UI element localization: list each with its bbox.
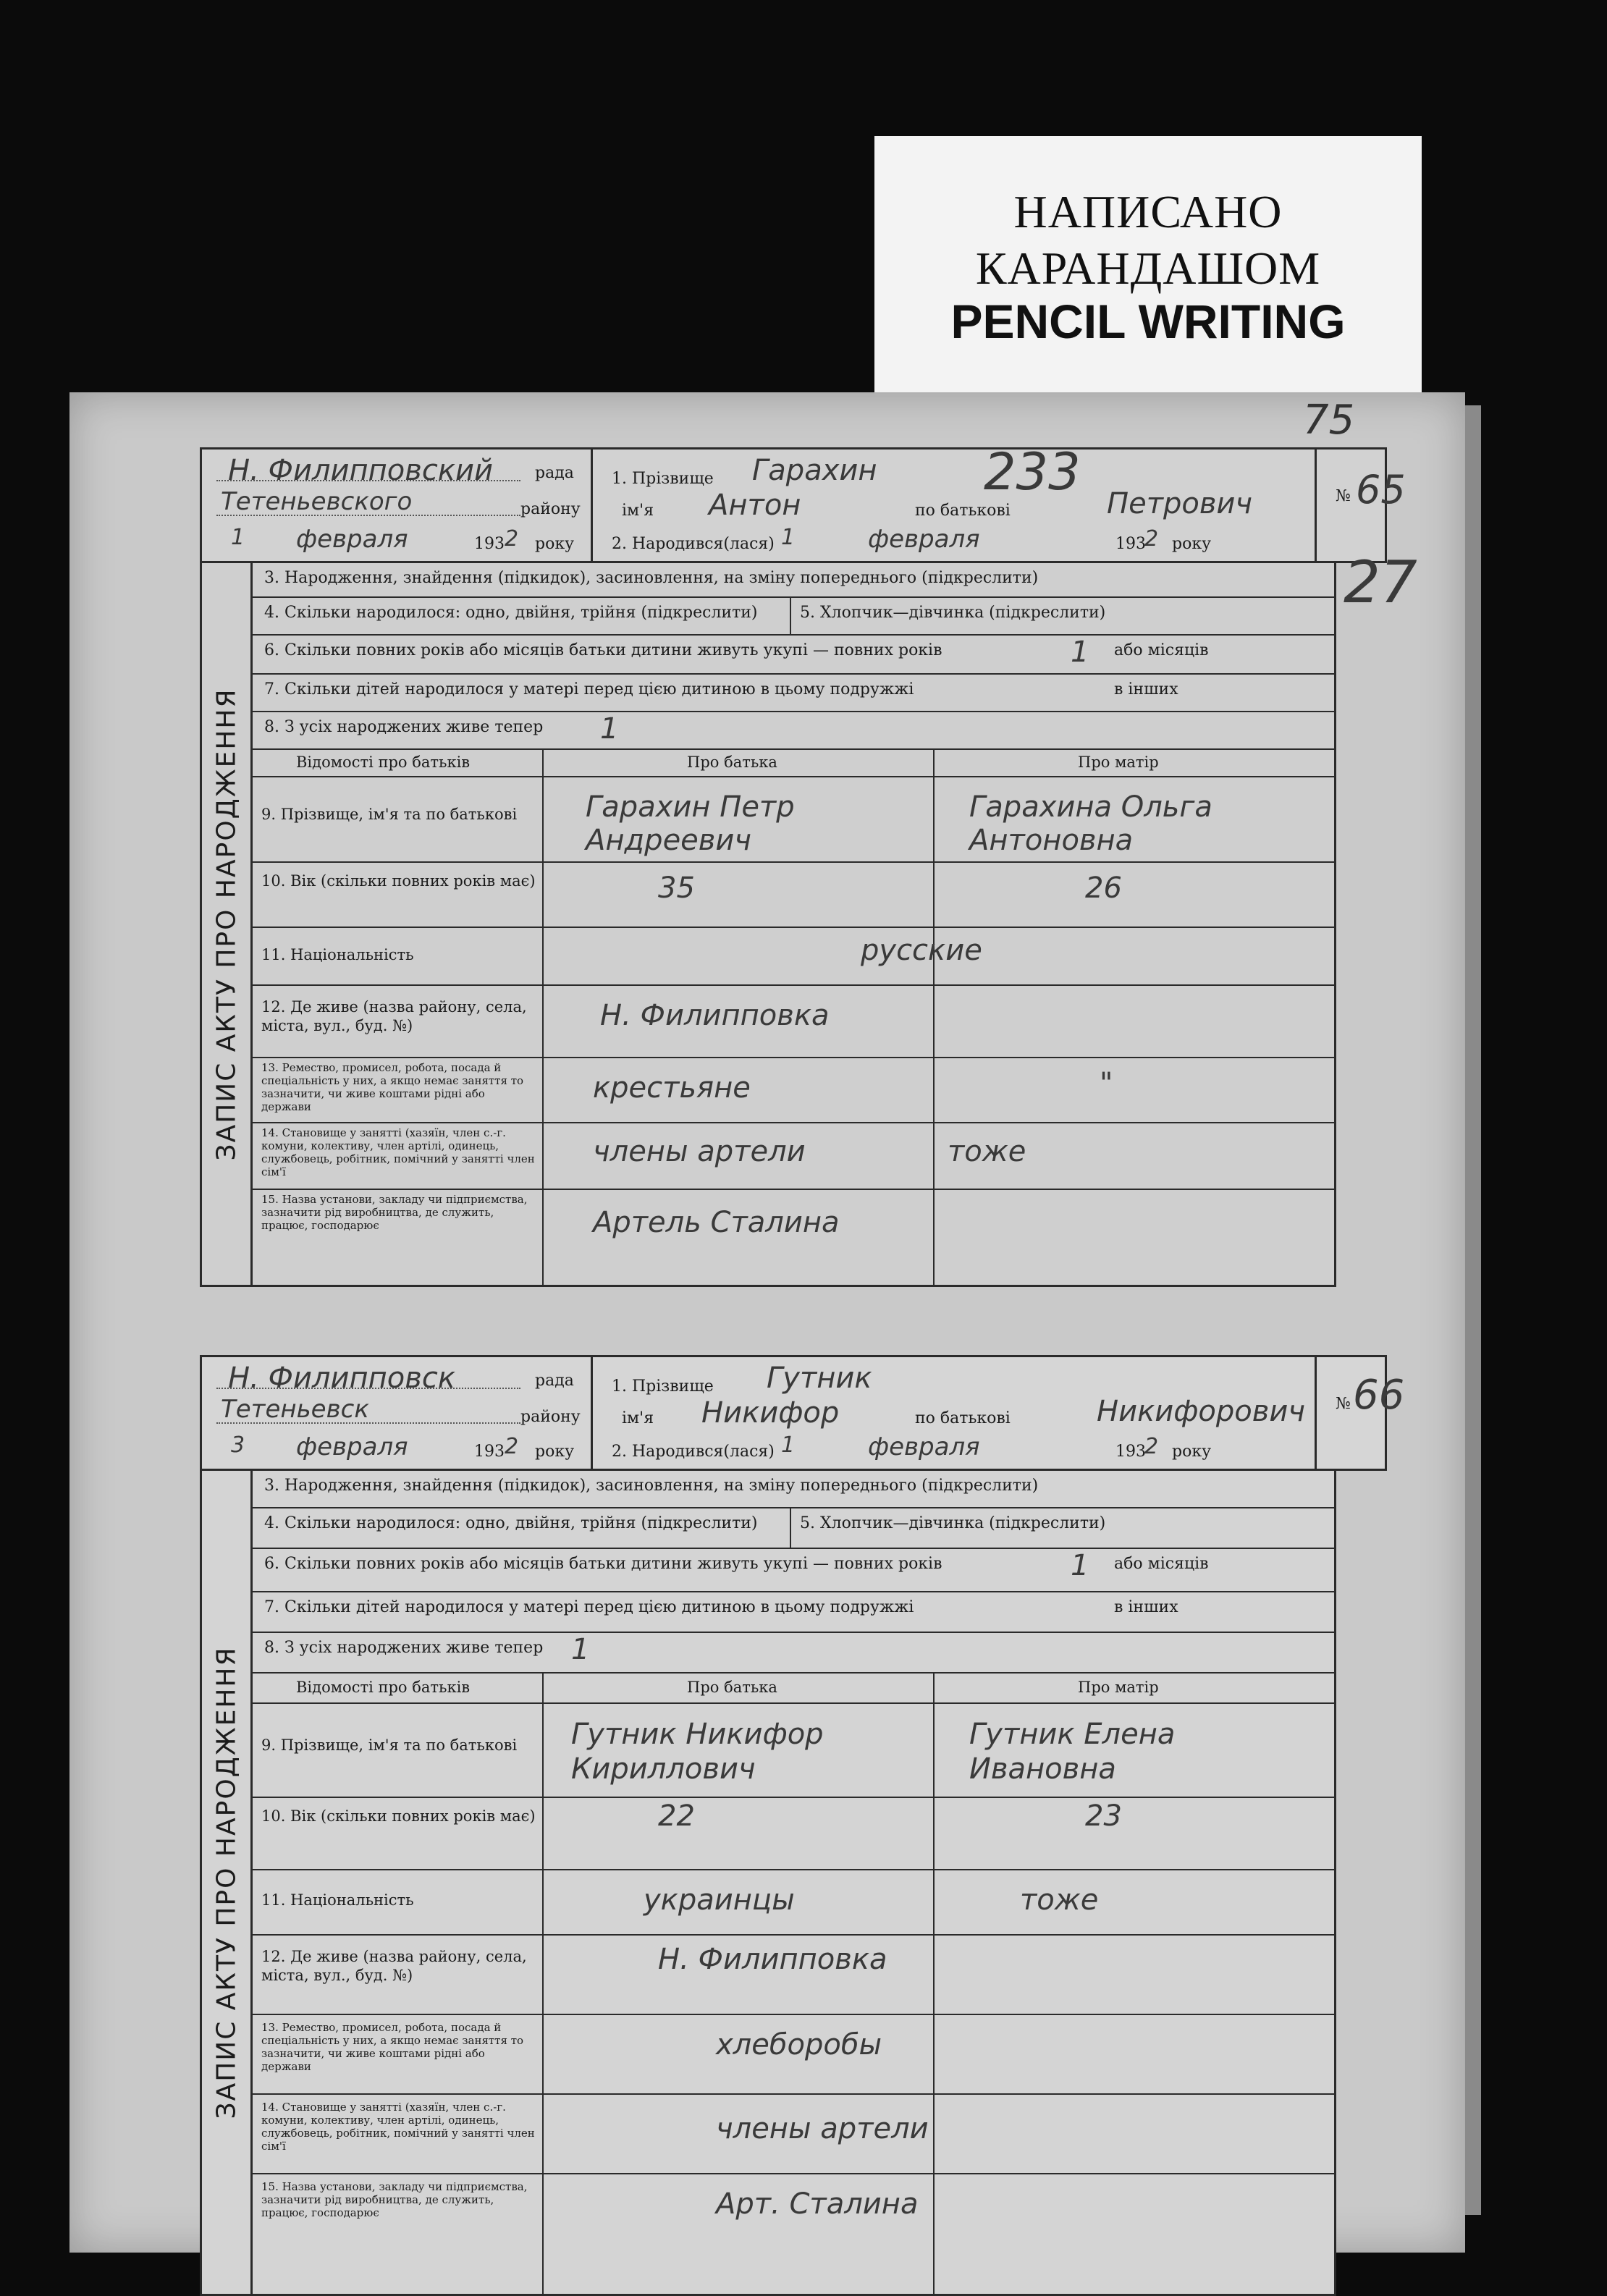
q4-label: 4. Скільки народилося: одно, двійня, трійня (підкреслити)	[264, 1514, 758, 1532]
surname-label: 1. Прізвище	[612, 470, 714, 488]
roku-label-2: року	[1172, 535, 1212, 553]
reg-year-value: 2	[505, 1434, 519, 1459]
born-label: 2. Народився(лася)	[612, 1443, 775, 1461]
q8-label: 8. З усіх народжених живе тепер	[264, 718, 544, 736]
q11-label: 11. Національність	[261, 1891, 414, 1909]
birth-day-value: 1	[781, 1432, 796, 1458]
mother-age: 23	[1085, 1799, 1122, 1833]
number-label: №	[1336, 1395, 1351, 1413]
patronymic-label: по батькові	[915, 502, 1011, 520]
occupation-value: хлеборобы	[716, 2028, 882, 2061]
residence-value: Н. Филипповка	[658, 1943, 887, 1976]
roku-label-2: року	[1172, 1443, 1212, 1461]
parents-table	[253, 1674, 1334, 2296]
father-header: Про батька	[687, 754, 777, 771]
q9-label: 9. Прізвище, ім'я та по батькові	[261, 806, 518, 823]
label-line-3: PENCIL WRITING	[950, 295, 1346, 348]
status-value: члены артели	[716, 2112, 929, 2145]
reg-month-value: февраля	[296, 525, 408, 554]
page-number: 75	[1303, 397, 1355, 444]
occupation-value: крестьяне	[593, 1071, 751, 1105]
mother-header: Про матір	[1078, 1679, 1159, 1696]
parents-table	[253, 750, 1334, 1287]
nationality-value: украинцы	[644, 1883, 795, 1917]
record-body	[200, 563, 1336, 1287]
q7-label: 7. Скільки дітей народилося у матері перед цією дитиною в цьому подружжі	[264, 680, 914, 698]
record-number: 65	[1356, 467, 1406, 512]
birth-month-value: февраля	[868, 1432, 980, 1461]
mother-name: Гутник Елена Ивановна	[969, 1718, 1176, 1786]
patronymic-label: по батькові	[915, 1409, 1011, 1427]
record-body	[200, 1471, 1336, 2296]
parents-header: Відомості про батьків	[296, 754, 471, 771]
q13-label: 13. Ремество, промисел, робота, посада й спеціальність у них, а якщо немає заняття то зазначити, чи живе коштами рідні або держави	[261, 1061, 524, 1113]
roku-label: року	[535, 535, 575, 553]
years-together-value: 1	[1071, 1549, 1089, 1582]
q9-label: 9. Прізвище, ім'я та по батькові	[261, 1736, 518, 1754]
district-value: Тетеньевского	[221, 487, 413, 516]
father-name: Гутник Никифор Кириллович	[571, 1718, 824, 1786]
name-label: ім'я	[622, 502, 654, 520]
birth-month-value: февраля	[868, 525, 980, 554]
born-label: 2. Народився(лася)	[612, 535, 775, 553]
label-line-1: НАПИСАНО	[1013, 186, 1283, 237]
q5-label: 5. Хлопчик—дівчинка (підкреслити)	[800, 1514, 1106, 1532]
raionu-label: району	[520, 500, 581, 518]
year-prefix: 193	[474, 535, 505, 553]
surname-value: Гарахин	[752, 454, 877, 487]
margin-number: 27	[1344, 549, 1417, 616]
reg-day-value: 3	[231, 1432, 245, 1458]
side-title: ЗАПИС АКТУ ПРО НАРОДЖЕННЯ	[202, 1471, 253, 2294]
birth-year-value: 2	[1144, 526, 1159, 552]
parents-header: Відомості про батьків	[296, 1679, 471, 1696]
nationality-mother: тоже	[1020, 1883, 1099, 1917]
status-mother: тоже	[948, 1135, 1026, 1168]
number-label: №	[1336, 487, 1351, 505]
father-header: Про батька	[687, 1679, 777, 1696]
q5-label: 5. Хлопчик—дівчинка (підкреслити)	[800, 604, 1106, 622]
reg-day-value: 1	[231, 525, 245, 550]
q10-label: 10. Вік (скільки повних років має)	[261, 872, 536, 890]
q8-label: 8. З усіх народжених живе тепер	[264, 1639, 544, 1657]
workplace-value: Арт. Сталина	[716, 2187, 919, 2221]
mother-header: Про матір	[1078, 754, 1159, 771]
occupation-mother: "	[1100, 1067, 1113, 1100]
status-value: члены артели	[593, 1135, 806, 1168]
record-header	[200, 442, 1406, 563]
q7-label: 7. Скільки дітей народилося у матері перед цією дитиною в цьому подружжі	[264, 1598, 914, 1616]
q12-label: 12. Де живе (назва району, села, міста, вул., буд. №)	[261, 1948, 527, 1984]
q6b-label: або місяців	[1114, 641, 1209, 659]
birth-day-value: 1	[781, 525, 796, 550]
raionu-label: району	[520, 1408, 581, 1426]
surname-value: Гутник	[767, 1362, 872, 1395]
q15-label: 15. Назва установи, закладу чи підприємства, зазначити рід виробництва, де служить, працює, господарює	[261, 2180, 528, 2219]
name-value: Антон	[709, 489, 801, 522]
rada-label: рада	[535, 464, 574, 482]
surname-label: 1. Прізвище	[612, 1377, 714, 1396]
q12-label: 12. Де живе (назва району, села, міста, вул., буд. №)	[261, 998, 527, 1034]
q4-label: 4. Скільки народилося: одно, двійня, трійня (підкреслити)	[264, 604, 758, 622]
pencil-writing-label	[874, 136, 1422, 395]
district-value: Тетеньевск	[221, 1395, 369, 1424]
patronymic-value: Никифорович	[1097, 1395, 1305, 1428]
q7b-label: в інших	[1114, 680, 1178, 698]
reg-month-value: февраля	[296, 1432, 408, 1461]
mother-name: Гарахина Ольга Антоновна	[969, 790, 1212, 857]
alive-value: 1	[600, 712, 619, 746]
year-prefix-2: 193	[1115, 535, 1146, 553]
name-label: ім'я	[622, 1409, 654, 1427]
reg-year-value: 2	[505, 526, 519, 552]
years-together-value: 1	[1071, 636, 1089, 669]
alive-value: 1	[571, 1633, 590, 1666]
q15-label: 15. Назва установи, закладу чи підприємства, зазначити рід виробництва, де служить, працює, господарює	[261, 1193, 528, 1232]
q3-label: 3. Народження, знайдення (підкидок), засиновлення, на зміну попереднього (підкреслити)	[264, 569, 1039, 587]
q14-label: 14. Становище у занятті (хазяїн, член с.-г. комуни, колективу, член артілі, одинець, службовець, робітник, помічний у занятті член сім'ї	[261, 1126, 535, 1178]
q6-label: 6. Скільки повних років або місяців батьки дитини живуть укупі — повних років	[264, 1555, 942, 1573]
year-prefix-2: 193	[1115, 1443, 1146, 1461]
year-prefix: 193	[474, 1443, 505, 1461]
q3-label: 3. Народження, знайдення (підкидок), засиновлення, на зміну попереднього (підкреслити)	[264, 1477, 1039, 1495]
father-name: Гарахин Петр Андреевич	[586, 790, 795, 857]
q14-label: 14. Становище у занятті (хазяїн, член с.-г. комуни, колективу, член артілі, одинець, службовець, робітник, помічний у занятті член сім'ї	[261, 2101, 535, 2153]
q13-label: 13. Ремество, промисел, робота, посада й спеціальність у них, а якщо немає заняття то зазначити, чи живе коштами рідні або держави	[261, 2021, 524, 2073]
name-value: Никифор	[701, 1396, 840, 1430]
extra-number: 233	[984, 442, 1081, 502]
patronymic-value: Петрович	[1107, 487, 1253, 520]
q10-label: 10. Вік (скільки повних років має)	[261, 1807, 536, 1825]
rada-label: рада	[535, 1372, 574, 1390]
workplace-value: Артель Сталина	[593, 1206, 840, 1239]
q7b-label: в інших	[1114, 1598, 1178, 1616]
residence-value: Н. Филипповка	[600, 999, 830, 1032]
record-header	[200, 1355, 1405, 1471]
q11-label: 11. Національність	[261, 946, 414, 963]
father-age: 35	[658, 871, 695, 905]
birth-year-value: 2	[1144, 1434, 1159, 1459]
q6-label: 6. Скільки повних років або місяців батьки дитини живуть укупі — повних років	[264, 641, 942, 659]
village-value: Н. Филипповск	[228, 1362, 456, 1395]
label-line-2: КАРАНДАШОМ	[975, 242, 1321, 294]
roku-label: року	[535, 1443, 575, 1461]
nationality-value: русские	[861, 934, 982, 967]
father-age: 22	[658, 1799, 695, 1833]
village-value: Н. Филипповский	[228, 454, 493, 487]
mother-age: 26	[1085, 871, 1122, 905]
q6b-label: або місяців	[1114, 1555, 1209, 1573]
record-number: 66	[1353, 1372, 1405, 1419]
side-title: ЗАПИС АКТУ ПРО НАРОДЖЕННЯ	[202, 563, 253, 1285]
